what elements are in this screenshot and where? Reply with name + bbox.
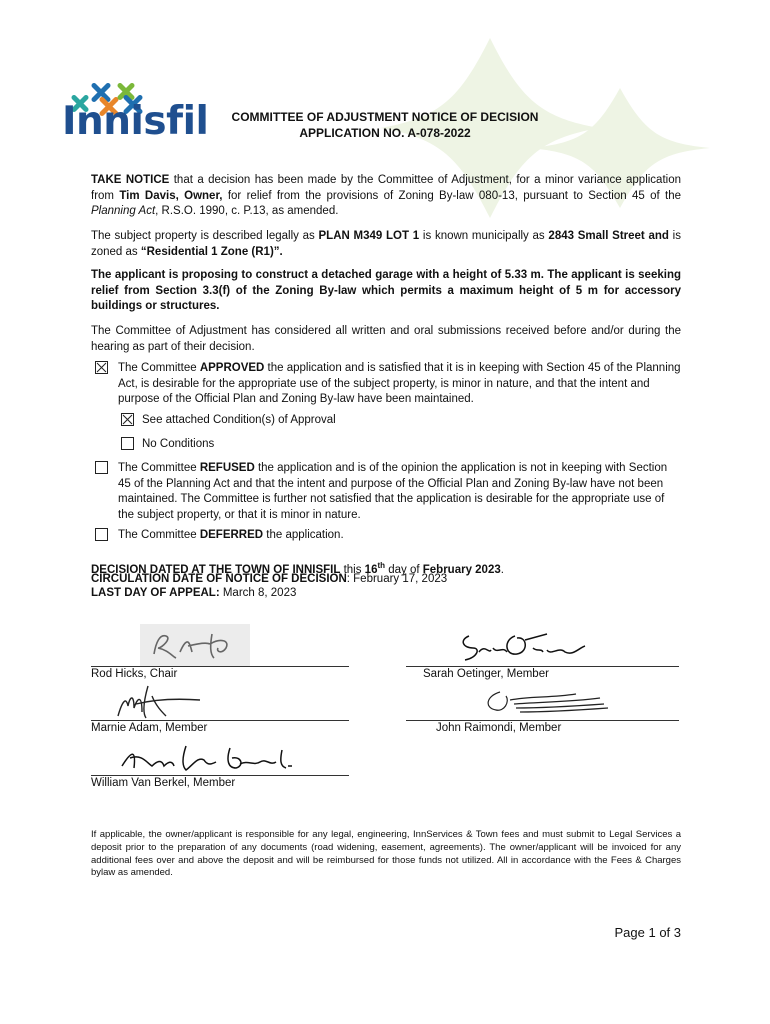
legal-description: PLAN M349 LOT 1 (318, 230, 420, 242)
decision-day-of: day of (385, 563, 423, 576)
no-conditions-label: No Conditions (142, 438, 215, 450)
john-raimondi-signature (480, 686, 615, 718)
decision-label: DECISION DATED AT THE TOWN OF INNISFIL (91, 563, 341, 576)
page-number: Page 1 of 3 (614, 925, 681, 940)
logo-text: Innisfil (62, 99, 209, 144)
considered-paragraph: The Committee of Adjustment has considered all written and oral submissions received before and/or during the hearing as part of their decision. (91, 325, 681, 353)
property-and: and (648, 230, 669, 242)
william-van-berkel-name: William Van Berkel, Member (91, 777, 236, 789)
proposal-paragraph: The applicant is proposing to construct a detached garage with a height of 5.33 m. The applicant is seeking relief from Section 3.3(f) of the Zoning By-law which permits a maximum height of 5 m for accessory buildings or structures. (91, 269, 681, 312)
refused-post: the application and is of the opinion the application is not in keeping with Section 45 of the Planning Act and that the intent and purpose of the Official Plan and Zoning By-law have not been maintained. The Committee is further not satisfied that the application is desirable for the appropriate use of the subject property, or that it is minor in nature. (118, 462, 668, 521)
circulation-label: CIRCULATION DATE OF NOTICE OF DECISION (91, 573, 347, 585)
signature-line (406, 666, 679, 667)
decision-day: 16 (364, 563, 378, 576)
deferred-word: DEFERRED (199, 529, 264, 541)
marnie-adam-signature (112, 682, 212, 722)
william-van-berkel-signature (112, 740, 322, 776)
refused-pre: The Committee (118, 462, 200, 474)
approved-word: APPROVED (199, 362, 265, 374)
rod-hicks-signature (140, 624, 250, 666)
signature-line (91, 666, 349, 667)
planning-act: Planning Act (91, 205, 156, 217)
sarah-oetinger-signature (455, 626, 590, 666)
signature-line (91, 720, 349, 721)
deferred-pre: The Committee (118, 529, 200, 541)
sarah-oetinger-name: Sarah Oetinger, Member (423, 668, 549, 680)
refused-option (118, 461, 681, 523)
deferred-option (118, 528, 344, 544)
marnie-adam-name: Marnie Adam, Member (91, 722, 208, 734)
municipal-address: 2843 Small Street (548, 230, 645, 242)
checkbox-x-icon (96, 362, 107, 373)
approved-post: the application and is satisfied that it is in keeping with Section 45 of the Planning Act, is desirable for the appropriate use of the subject property, is minor in nature, and that the intent and purpose of the Official Plan and Zoning By-law have been maintained. (118, 362, 681, 405)
approved-checkbox[interactable] (95, 361, 108, 374)
appeal-label: LAST DAY OF APPEAL: (91, 587, 220, 599)
checkbox-x-icon (122, 414, 133, 425)
rod-hicks-name: Rod Hicks, Chair (91, 668, 178, 680)
approved-pre: The Committee (118, 362, 200, 374)
deferred-post: the application. (263, 529, 344, 541)
property-text-1: The subject property is described legally as (91, 230, 319, 242)
circulation-value: : February 17, 2023 (346, 573, 448, 585)
appeal-value: March 8, 2023 (219, 587, 297, 599)
act-reference: , R.S.O. 1990, c. P.13, as amended. (155, 205, 339, 217)
document-title: COMMITTEE OF ADJUSTMENT NOTICE OF DECISION (231, 110, 539, 124)
john-raimondi-name: John Raimondi, Member (436, 722, 562, 734)
conditions-checkbox[interactable] (121, 413, 134, 426)
refused-checkbox[interactable] (95, 461, 108, 474)
notice-intro: that a decision has been made by the Committee of Adjustment, for a minor variance application from (91, 174, 681, 202)
signature-line (91, 775, 349, 776)
notice-relief: for relief from the provisions of Zoning By-law 080-13, pursuant to Section 45 of the (222, 189, 682, 202)
decision-period: . (500, 563, 504, 576)
refused-word: REFUSED (199, 462, 255, 474)
appeal-date-line (91, 586, 681, 602)
take-notice-label: TAKE NOTICE (91, 174, 170, 186)
zone-name: “Residential 1 Zone (R1)”. (140, 245, 283, 258)
no-conditions-checkbox[interactable] (121, 437, 134, 450)
decision-day-suffix: th (377, 561, 386, 570)
decision-this: this (340, 563, 365, 576)
conditions-label: See attached Condition(s) of Approval (142, 414, 336, 426)
property-paragraph (91, 229, 681, 260)
fees-footer-note: If applicable, the owner/applicant is responsible for any legal, engineering, InnServices & Town fees and must submit to Legal Services a deposit prior to the preparation of any documents (road widening, easement, agreements). The owner/applicant will be invoiced for any additional fees over and above the deposit and will be reimbursed for those funds not utilized. All in accordance with the Fees & Charges bylaw as amended. (91, 829, 681, 879)
property-text-3: is zoned as (91, 230, 681, 258)
approved-option (118, 361, 681, 408)
deferred-checkbox[interactable] (95, 528, 108, 541)
applicant-name: Tim Davis, Owner, (119, 189, 223, 202)
property-text-2: is known municipally as (419, 230, 549, 242)
take-notice-paragraph (91, 173, 681, 220)
signature-line (406, 720, 679, 721)
decision-month-year: February 2023 (422, 563, 501, 576)
application-number: APPLICATION NO. A-078-2022 (299, 126, 471, 140)
